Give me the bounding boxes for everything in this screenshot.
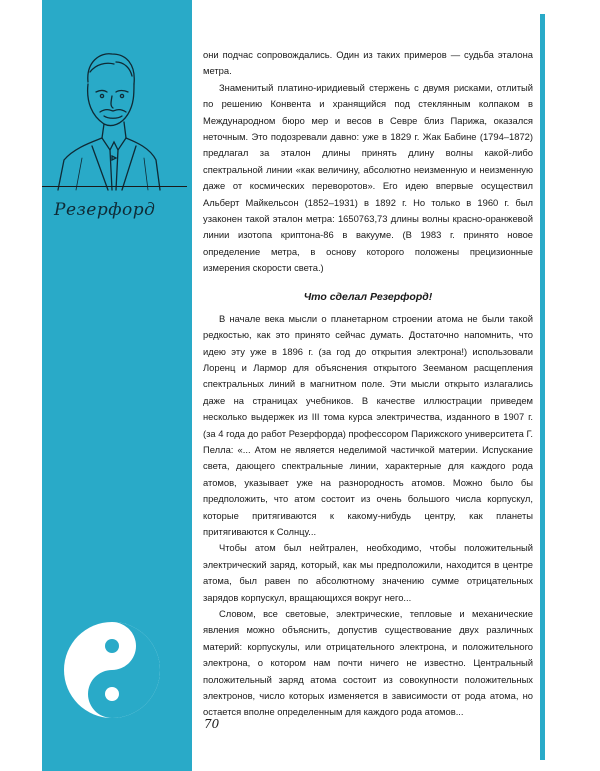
- yin-yang-icon: [60, 618, 164, 722]
- section-heading: Что сделал Резерфорд!: [303, 290, 433, 303]
- right-accent-bar: [540, 14, 545, 760]
- paragraph: Знаменитый платино-иридиевый стержень с двумя рисками, отлитый по решению Конвента и хранящийся под стеклянным колпаком в Международном бюро мер и весов в Севре близ Парижа, оказался неточным. Это подозревали давно: уже в 1829 г. Жак Бабине (1794–1872) предлагал за эталон длины принять длину волны какой-либо спектральной линии «как величину, абсолютно неизменную и неизменную даже от космических переворотов». Его идею впервые осуществил Альберт Майкельсон (1852–1931) в 1892 г. Но только в 1960 г. был узаконен такой эталон метра: 1650763,73 длины волны красно-оранжевой линии изотопа криптона-86 в вакууме. (В 1983 г. принято новое определение метра, в основу которого положены прецизионные измерения скорости света.): [203, 81, 533, 274]
- page-number: 70: [204, 717, 220, 731]
- paragraph: Чтобы атом был нейтрален, необходимо, чтобы положительный электрический заряд, который, как мы предположили, находится в центре атома, был равен по абсолютному значению сумме отрицательных зарядов корпускул, вращающихся вокруг него...: [203, 542, 533, 603]
- portrait-caption: Резерфорд: [54, 200, 156, 220]
- paragraph: они подчас сопровождались. Один из таких примеров — судьба эталона метра.: [203, 49, 533, 77]
- paragraph: В начале века мысли о планетарном строении атома не были такой редкостью, как это принято сейчас думать. Достаточно напомнить, что идею эту уже в 1896 г. (за год до открытия электрона!) использовали Лоренц и Лармор для объяснения открытого Зееманом расщепления спектральных линий в магнитном поле. Эти мысли открыто излагались даже на страницах учебников. В качестве иллюстрации приведем несколько выдержек из III тома курса электричества, изданного в 1907 г. (за 4 года до работ Резерфорда) профессором Парижского университета Г. Пелла: «... Атом не является неделимой частичкой материи. Испускание света, дающего спектральные линии, характерные для каждого рода атомов, указывает уже на разнородность атомов. Можно было бы предположить, что атом состоит из очень большого числа корпускул, которые притягиваются к какому-нибудь центру, как планеты притягиваются к Солнцу...: [203, 312, 533, 537]
- caption-divider: [42, 186, 187, 187]
- paragraph: Словом, все световые, электрические, тепловые и механические явления можно объяснить, допустив существование двух различных материй: корпускулы, или отрицательного электрона, и положительного электрона, о котором нам почти ничего не известно. Центральный положительный заряд атома состоит из совокупности положительных электронов, число которых изменяется в зависимости от рода атома, но остается вполне определенным для каждого рода атомов...: [203, 608, 533, 718]
- portrait-sketch-icon: [52, 42, 162, 192]
- main-text: [203, 47, 533, 721]
